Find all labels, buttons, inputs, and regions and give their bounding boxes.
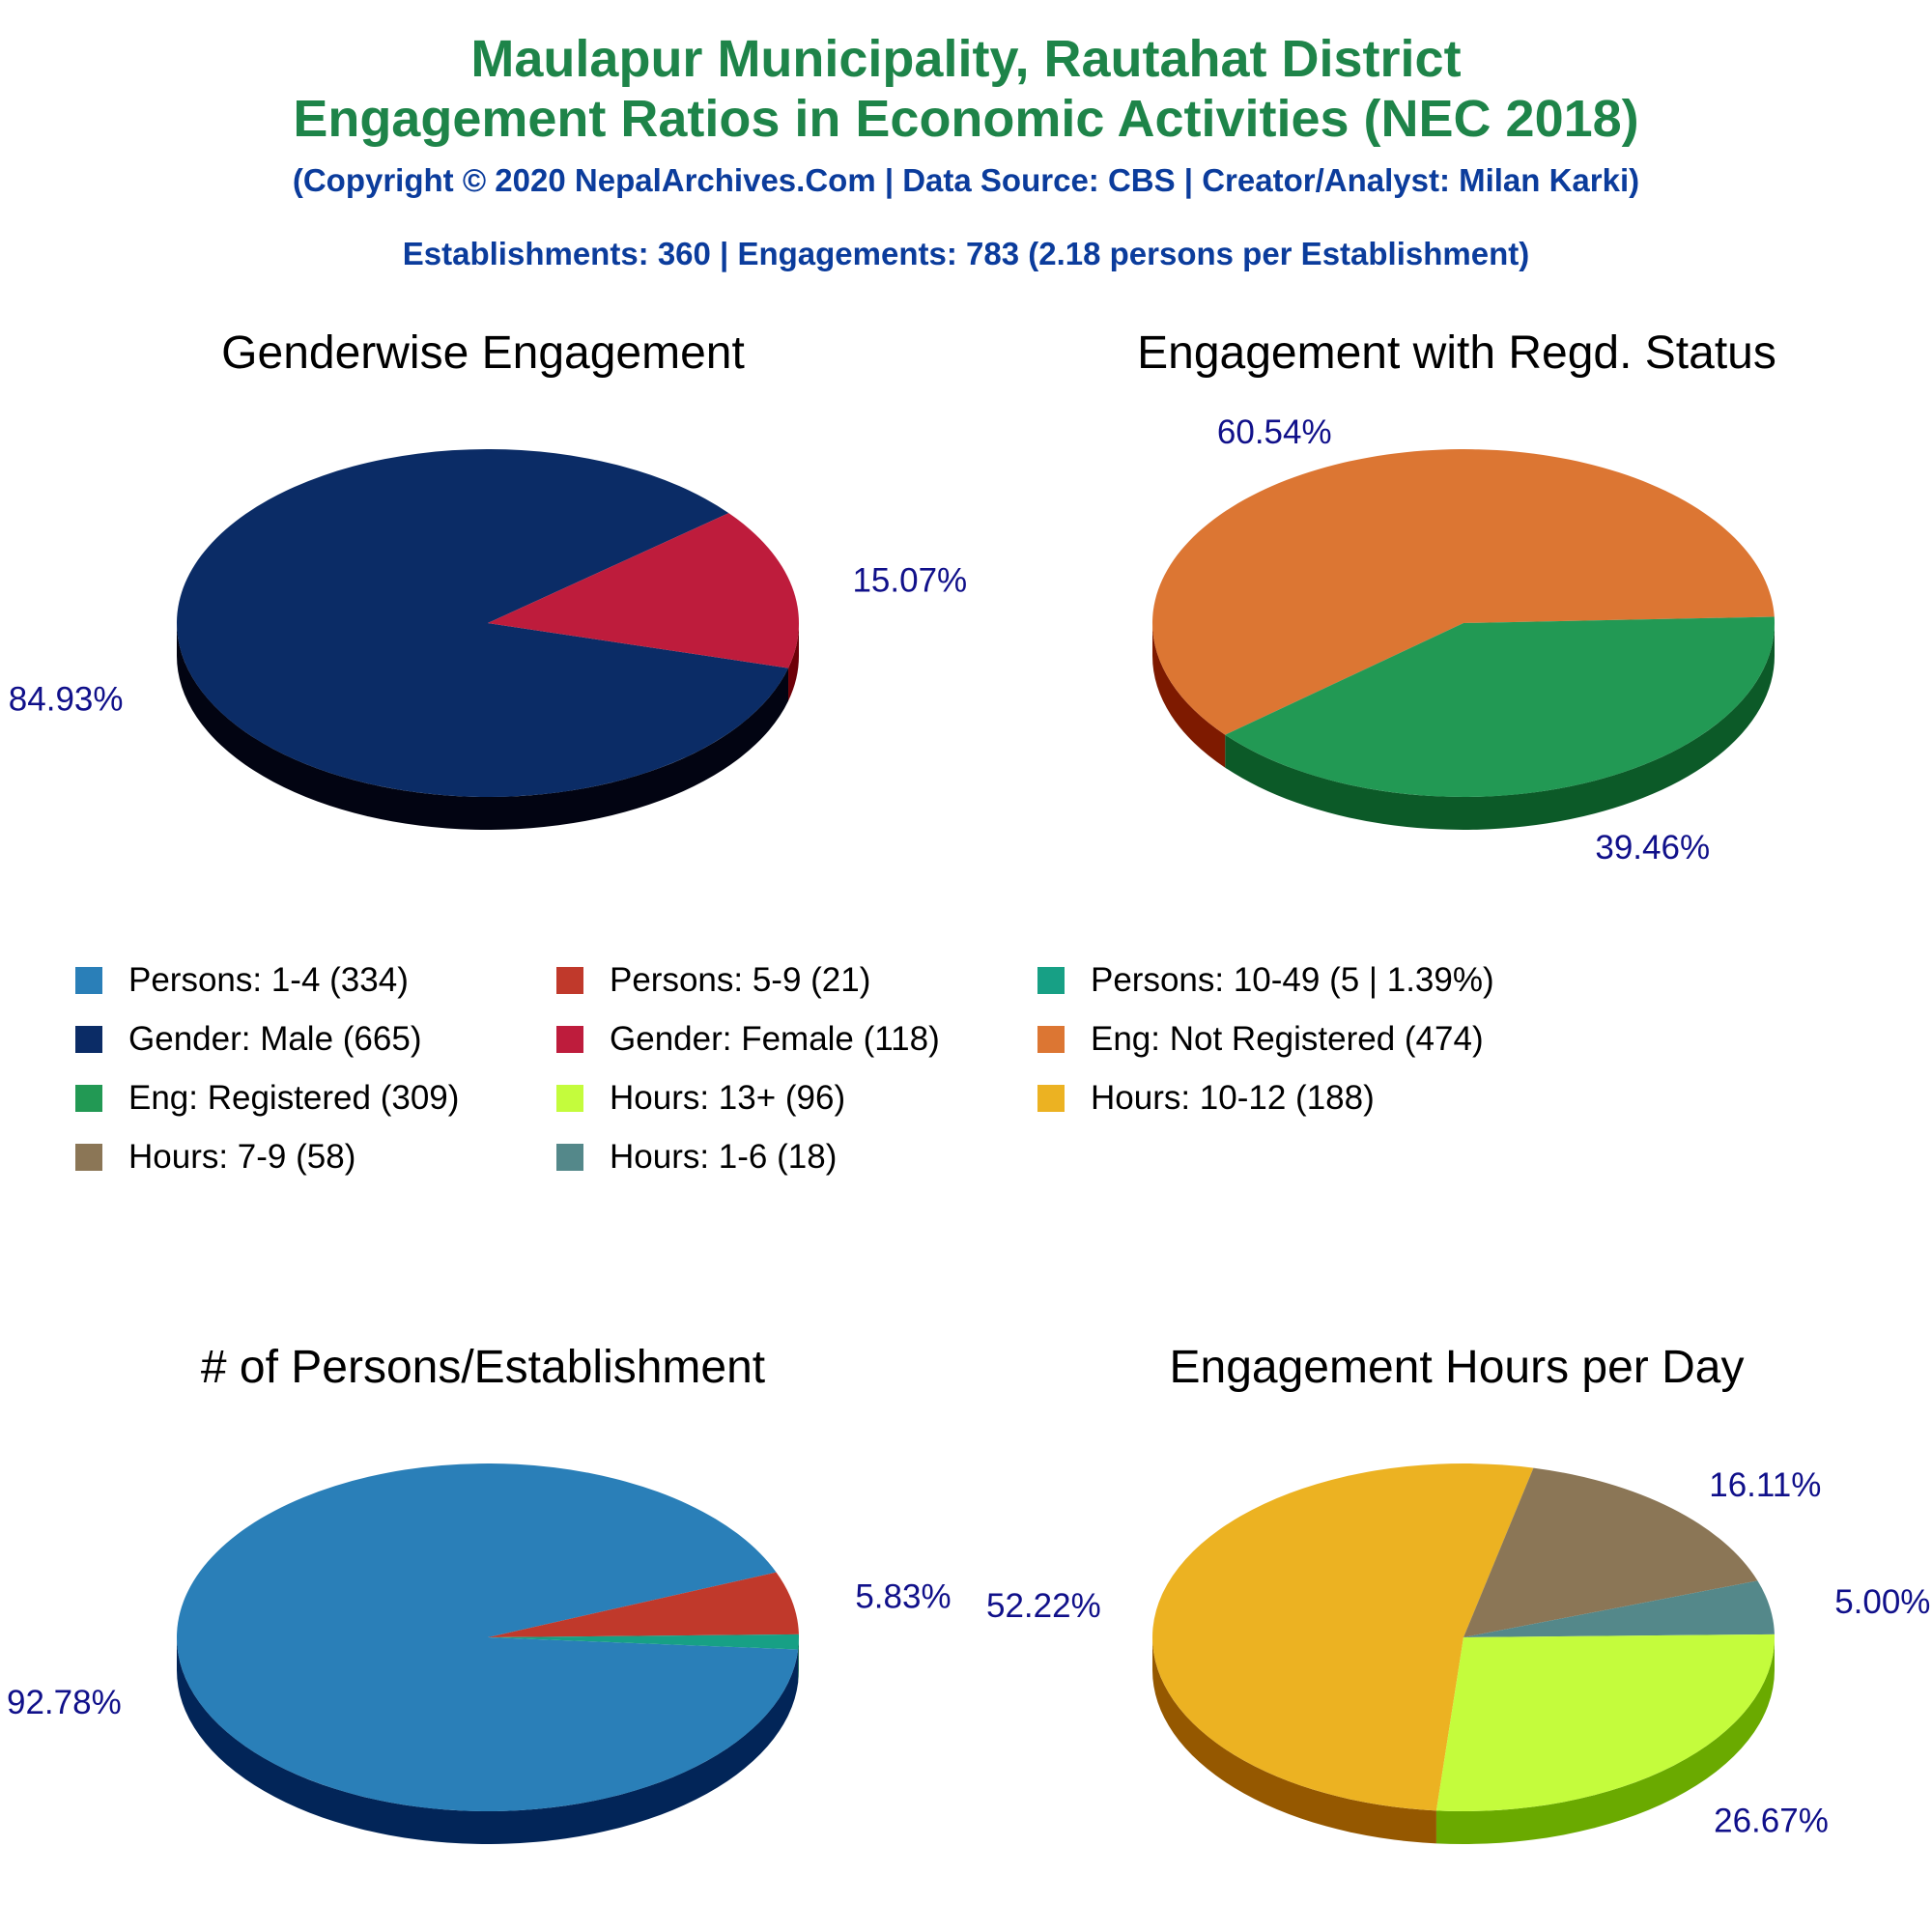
pie-chart-gender (0, 386, 966, 889)
chart-title-registration: Engagement with Regd. Status (1137, 327, 1776, 379)
main-title-line-1: Maulapur Municipality, Rautahat District (470, 30, 1462, 88)
pie-percent-label: 39.46% (1595, 829, 1711, 867)
legend-swatch (1037, 1026, 1065, 1053)
legend-label: Hours: 10-12 (188) (1091, 1079, 1375, 1117)
copyright-subtitle: (Copyright © 2020 NepalArchives.Com | Data Source: CBS | Creator/Analyst: Milan Karki) (292, 162, 1640, 198)
pie-chart-hours (966, 1401, 1932, 1903)
legend-label: Hours: 7-9 (58) (128, 1138, 356, 1176)
pie-percent-label: 26.67% (1714, 1802, 1829, 1840)
legend-swatch (556, 1144, 583, 1171)
legend-label: Eng: Not Registered (474) (1091, 1020, 1484, 1058)
legend-label: Eng: Registered (309) (128, 1079, 460, 1117)
chart-title-gender: Genderwise Engagement (221, 327, 745, 379)
legend-swatch (1037, 967, 1065, 994)
chart-header (0, 29, 1932, 272)
legend-label: Hours: 13+ (96) (610, 1079, 846, 1117)
establishment-stats: Establishments: 360 | Engagements: 783 (2.18 persons per Establishment) (402, 236, 1530, 271)
pie-percent-label: 92.78% (6, 1684, 122, 1722)
pie-percent-label: 84.93% (8, 680, 124, 719)
pie-percent-label: 15.07% (852, 561, 968, 600)
pie-percent-label: 52.22% (985, 1586, 1101, 1625)
legend-swatch (556, 967, 583, 994)
legend-swatch (75, 1144, 102, 1171)
pie-percent-label: 5.00% (1834, 1583, 1931, 1622)
pie-percent-label: 60.54% (1216, 412, 1332, 451)
legend-label: Gender: Female (118) (610, 1020, 940, 1058)
pie-chart-persons (0, 1401, 966, 1903)
legend-swatch (1037, 1085, 1065, 1112)
legend-swatch (75, 1026, 102, 1053)
pie-percent-label: 16.11% (1709, 1466, 1822, 1505)
legend-swatch (75, 967, 102, 994)
pie-percent-label: 5.83% (855, 1577, 952, 1616)
pie-slice (1436, 1634, 1775, 1811)
chart-title-persons: # of Persons/Establishment (200, 1342, 766, 1393)
legend-label: Hours: 1-6 (18) (610, 1138, 838, 1176)
chart-title-hours: Engagement Hours per Day (1169, 1342, 1745, 1393)
pie-chart-registration (966, 386, 1932, 889)
legend-swatch (556, 1085, 583, 1112)
legend-label: Gender: Male (665) (128, 1020, 422, 1058)
legend-label: Persons: 1-4 (334) (128, 961, 409, 999)
main-title-line-2: Engagement Ratios in Economic Activities (NEC 2018) (293, 90, 1639, 148)
legend-label: Persons: 5-9 (21) (610, 961, 871, 999)
legend-label: Persons: 10-49 (5 | 1.39%) (1091, 961, 1494, 999)
legend-swatch (75, 1085, 102, 1112)
legend-swatch (556, 1026, 583, 1053)
